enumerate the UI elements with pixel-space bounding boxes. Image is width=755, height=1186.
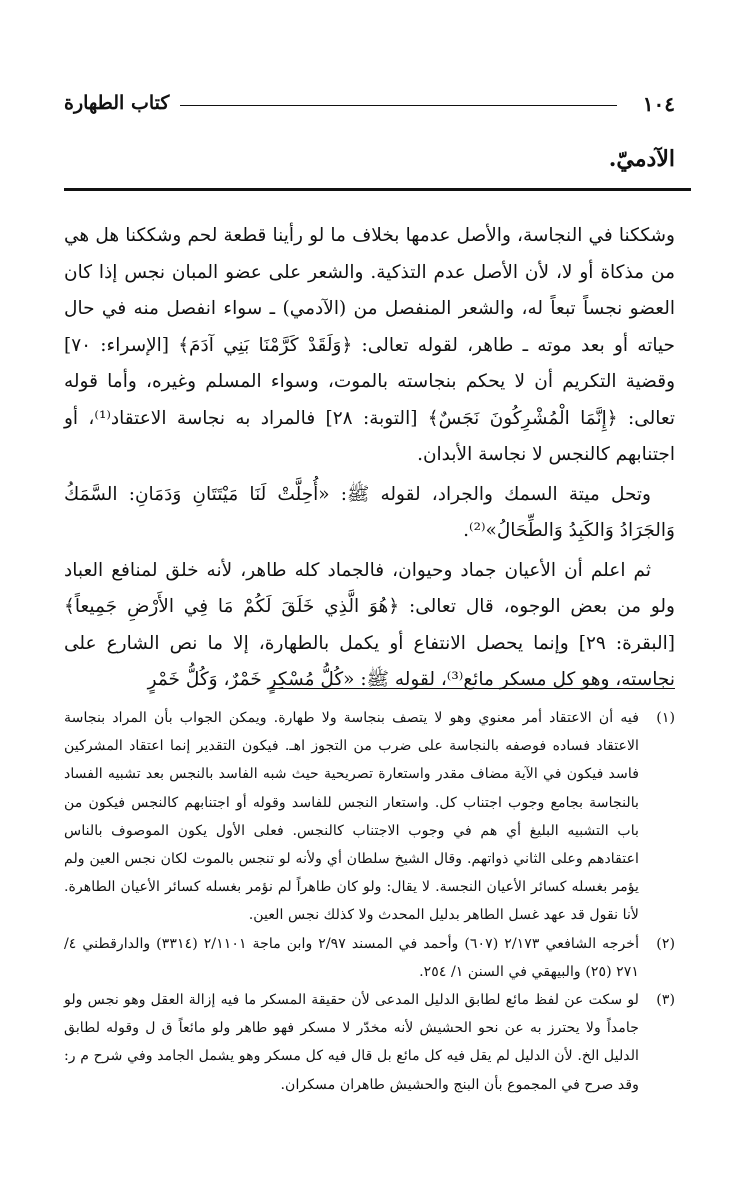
footnote (64, 704, 675, 930)
footnote-number: (٣) (656, 992, 675, 1009)
paragraph: وتحل ميتة السمك والجراد، لقوله ﷺ: «أُحِلَّتْ لَنَا مَيْتَتَانِ وَدَمَانِ: السَّمَكُ وَالجَرَادُ وَالكَبِدُ وَالطِّحَالُ»⁽²⁾. (64, 483, 675, 541)
main-text (64, 218, 675, 699)
section-divider (64, 188, 691, 191)
footnote-divider (268, 688, 675, 689)
paragraph: ثم اعلم أن الأعيان جماد وحيوان، فالجماد كله طاهر، لأنه خلق لمنافع العباد ولو من بعض الوجوه، قال تعالى: ﴿هُوَ الَّذِي خَلَقَ لَكُمْ مَا فِي الأَرْضِ جَمِيعاً﴾ [البقرة: ٢٩] وإنما يحصل الانتفاع أو يكمل بالطهارة، إلا ما نص الشارع على نجاسته، وهو كل مسكر مائع⁽³⁾، لقوله ﷺ: «كُلُّ مُسْكِرٍ خَمْرٌ، وَكُلُّ خَمْرٍ (64, 559, 675, 690)
running-title: كتاب الطهارة (64, 92, 170, 114)
footnote-number: (١) (656, 710, 675, 726)
footnote-text: فيه أن الاعتقاد أمر معنوي وهو لا يتصف بنجاسة ولا طهارة. ويمكن الجواب بأن المراد بنجاسة الاعتقاد فساده فوصفه بالنجاسة على ضرب من التجوز اهـ. فيكون التقدير إنما اعتقاد المشركين فاسد فيكون في الآية مضاف مقدر واستعارة تصريحية حيث شبه الفاسد بالنجس بعد تشبيه الفساد بالنجاسة بجامع وجوب اجتناب كل. واستعار النجس للفاسد وقوله أو اجتنابهم كالنجس فيكون من باب التشبيه البليغ أي هم في وجوب الاجتناب كالنجس. فعلى الأول يكون الموصوف بالناس اعتقادهم وعلى الثاني ذواتهم. وقال الشيخ سلطان أي ولأنه لو تنجس بالموت لكان نجس العين ولم يؤمر بغسله كسائر الأعيان النجسة. لا يقال: ولو كان طاهراً لم نؤمر بغسله كسائر الأعيان الطاهرة. لأنا نقول قد عهد غسل الطاهر بدليل المحدث ولا كذلك نجس العين. (64, 710, 639, 924)
paragraph: وشككنا في النجاسة، والأصل عدمها بخلاف ما لو رأينا قطعة لحم وشككنا هل هي من مذكاة أو لا، لأن الأصل عدم التذكية. والشعر على عضو المبان نجس إذا كان العضو نجساً تبعاً له، والشعر المنفصل من (الآدمي) ـ سواء انفصل منه في حال حياته أو بعد موته ـ طاهر، لقوله تعالى: ﴿وَلَقَدْ كَرَّمْنَا بَنِي آدَمَ﴾ [الإسراء: ٧٠] وقضية التكريم أن لا يحكم بنجاسته بالموت، وسواء المسلم وغيره، وأما قوله تعالى: ﴿إِنَّمَا الْمُشْرِكُونَ نَجَسٌ﴾ [التوبة: ٢٨] فالمراد به نجاسة الاعتقاد⁽¹⁾، أو اجتنابهم كالنجس لا نجاسة الأبدان. (64, 225, 675, 465)
footnote (64, 986, 675, 1099)
page-number: ١٠٤ (642, 92, 675, 116)
carryover-text: الآدميّ. (608, 146, 675, 172)
footnote-text: أخرجه الشافعي ٢/١٧٣ (٦٠٧) وأحمد في المسند ٢/٩٧ وابن ماجة ٢/١١٠١ (٣٣١٤) والدارقطني ٤/ ٢٧١ (٢٥) والبيهقي في السنن ١/ ٢٥٤. (64, 935, 640, 980)
footnote-text: لو سكت عن لفظ مائع لطابق الدليل المدعى لأن حقيقة المسكر ما فيه إزالة العقل وهو نجس ولو جامداً ولا يحترز به عن نحو الحشيش لأنه مخدّر لا مسكر فهو طاهر ولو مائعاً ق ل وقوله لطابق الدليل الخ. لأن الدليل لم يقل فيه كل مائع بل قال فيه كل مسكر وهو يشمل الجامد وفي شرح م ر: وقد صرح في المجموع بأن البنج والحشيش طاهران مسكران. (64, 992, 639, 1093)
footnote (64, 930, 675, 986)
footnotes (64, 704, 675, 1099)
footnote-number: (٢) (656, 935, 675, 952)
header-rule (180, 105, 617, 106)
